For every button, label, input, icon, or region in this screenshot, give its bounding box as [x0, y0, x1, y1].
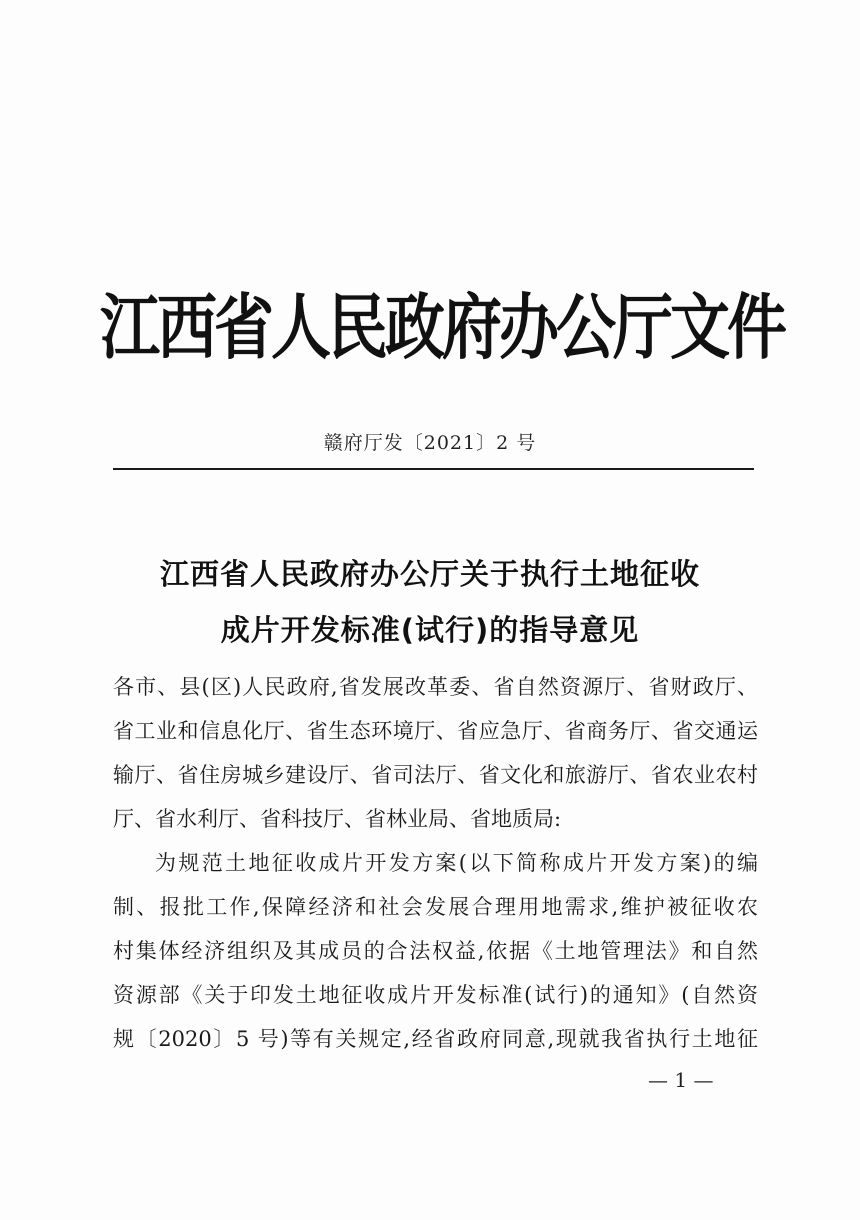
body-line: 规〔2020〕5 号)等有关规定,经省政府同意,现就我省执行土地征 [113, 1027, 758, 1051]
body-line: 制、报批工作,保障经济和社会发展合理用地需求,维护被征收农 [113, 895, 758, 919]
masthead-divider [113, 468, 754, 470]
body-line: 资源部《关于印发土地征收成片开发标准(试行)的通知》(自然资 [113, 983, 758, 1007]
body-line: 为规范土地征收成片开发方案(以下简称成片开发方案)的编 [155, 851, 758, 875]
addressee-line: 省工业和信息化厅、省生态环境厅、省应急厅、省商务厅、省交通运 [113, 719, 758, 743]
document-title-line-2: 成片开发标准(试行)的指导意见 [220, 613, 640, 647]
addressee-line: 各市、县(区)人民政府,省发展改革委、省自然资源厅、省财政厅、 [113, 675, 758, 699]
body-line: 村集体经济组织及其成员的合法权益,依据《土地管理法》和自然 [113, 939, 758, 963]
addressee-line: 厅、省水利厅、省科技厅、省林业局、省地质局: [113, 807, 562, 831]
addressee-line: 输厅、省住房城乡建设厅、省司法厅、省文化和旅游厅、省农业农村 [113, 763, 758, 787]
document-title-line-1: 江西省人民政府办公厅关于执行土地征收 [159, 557, 700, 591]
page-number: — 1 — [648, 1068, 714, 1092]
document-number: 赣府厅发〔2021〕2 号 [323, 432, 537, 454]
masthead-title: 江西省人民政府办公厅文件 [100, 287, 784, 370]
